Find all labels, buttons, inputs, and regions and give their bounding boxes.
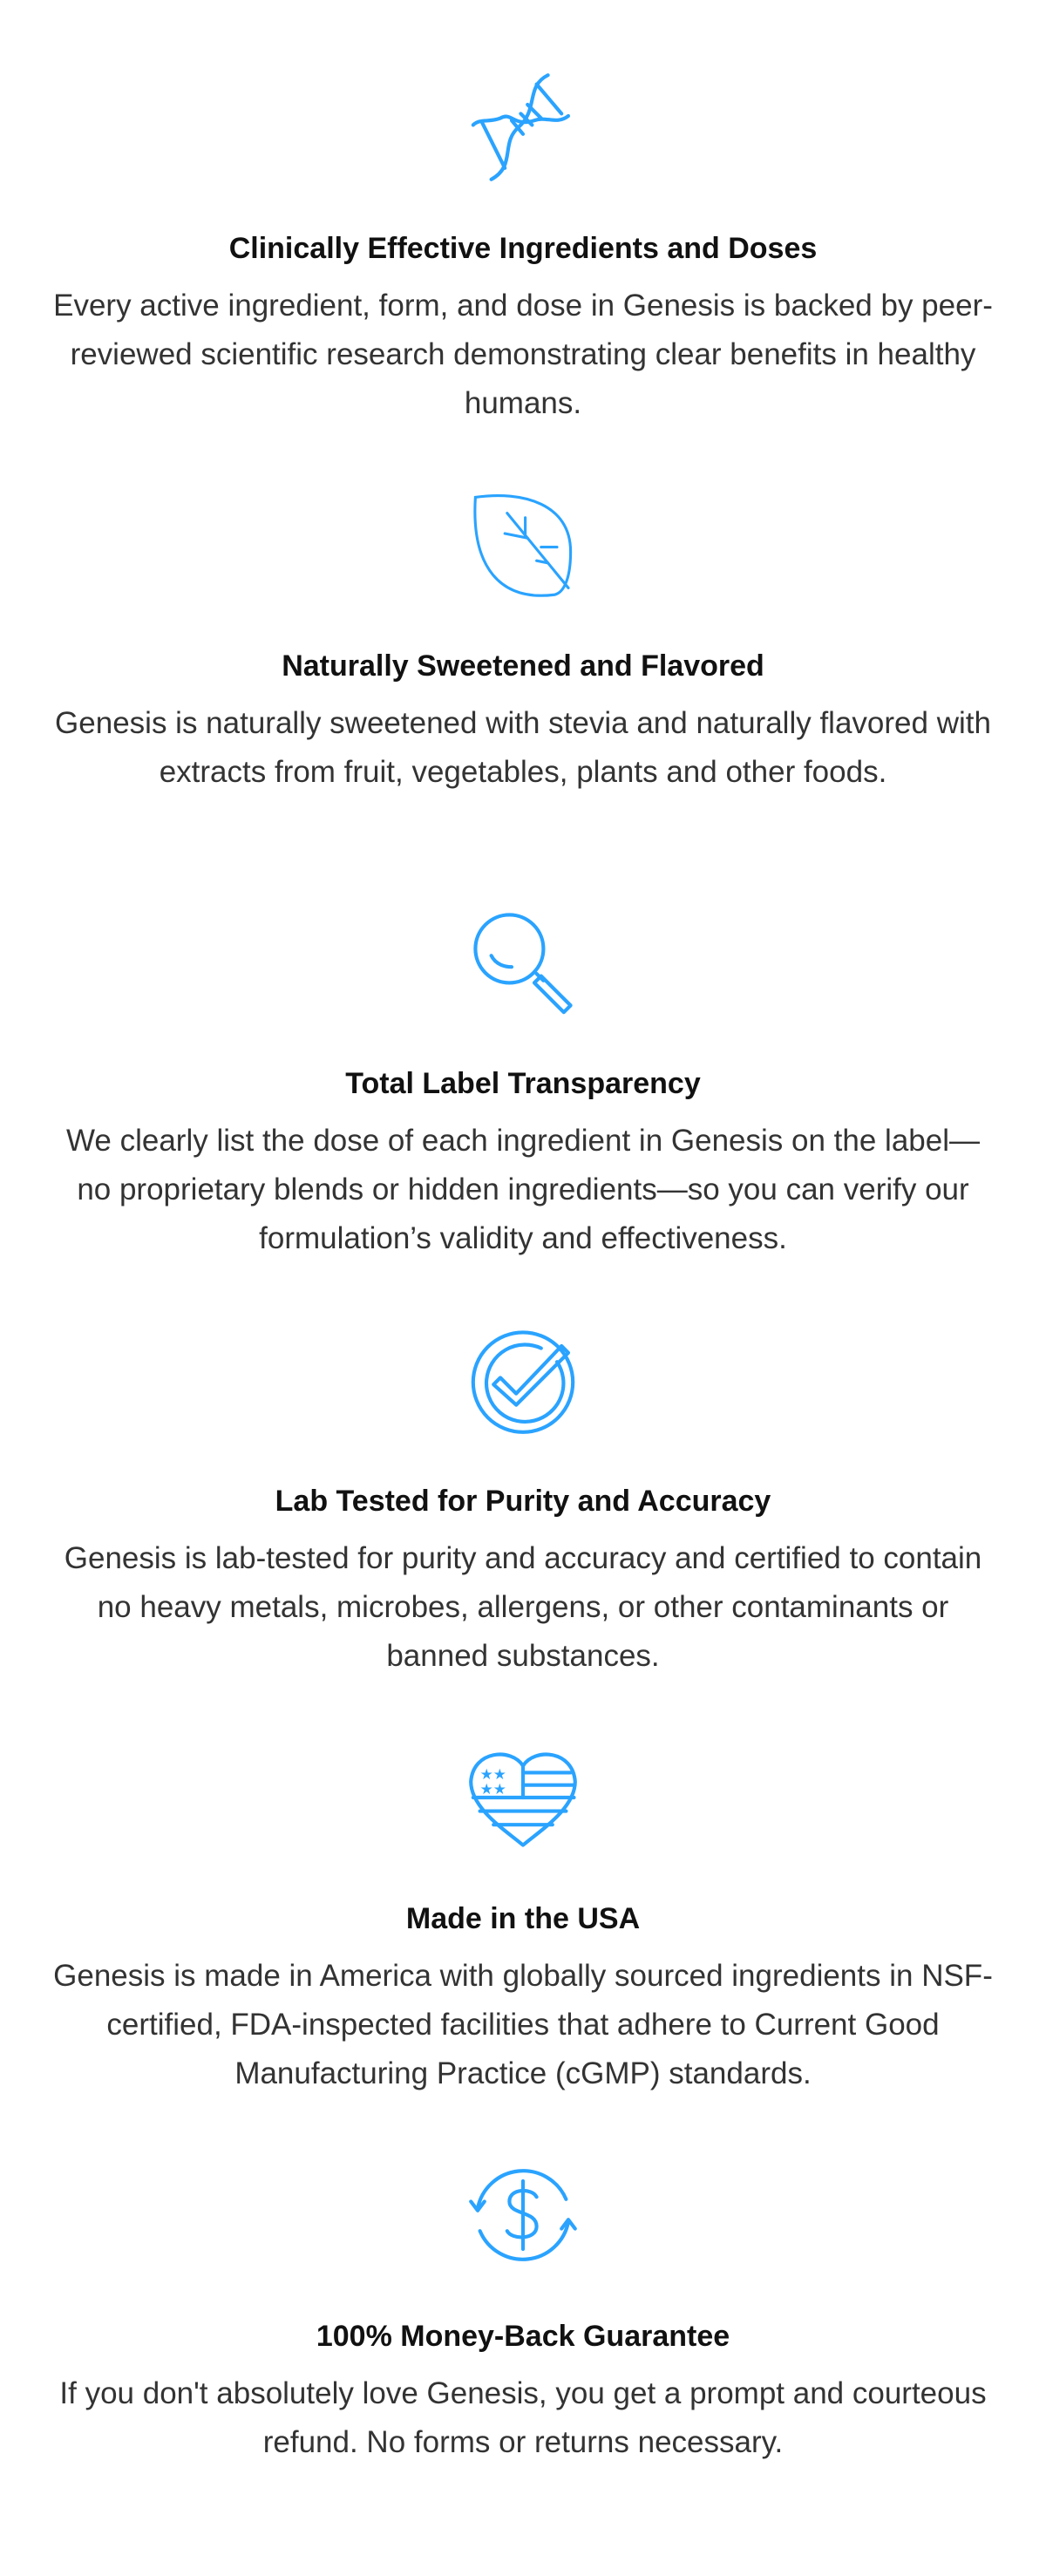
feature-made-in-usa bbox=[0, 1741, 1046, 2158]
feature-description: Genesis is lab-tested for purity and accuracy and certified to contain no heavy metals, microbes, allergens, or other contaminants or banned substances. bbox=[64, 1541, 982, 1673]
feature-description: If you don't absolutely love Genesis, you get a prompt and courteous refund. No forms or returns necessary. bbox=[59, 2376, 987, 2459]
money-back-icon bbox=[462, 2158, 584, 2272]
feature-description: Genesis is made in America with globally sourced ingredients in NSF-certified, FDA-inspected facilities that adhere to Current Good Manufacturing Practice (cGMP) standards. bbox=[53, 1959, 993, 2090]
leaf-icon bbox=[462, 488, 584, 602]
feature-description: Every active ingredient, form, and dose in Genesis is backed by peer-reviewed scientific research demonstrating clear benefits in healthy humans. bbox=[53, 289, 993, 420]
feature-clinically-effective bbox=[0, 71, 1046, 488]
feature-money-back bbox=[0, 2158, 1046, 2576]
usa-heart-icon bbox=[462, 1741, 584, 1854]
dna-icon bbox=[462, 71, 584, 184]
feature-title: Clinically Effective Ingredients and Doses bbox=[228, 232, 818, 265]
feature-lab-tested bbox=[0, 1323, 1046, 1741]
check-badge-icon bbox=[462, 1323, 584, 1437]
svg-text:★★: ★★ bbox=[479, 1766, 506, 1784]
feature-naturally-sweetened bbox=[0, 488, 1046, 906]
feature-title: Lab Tested for Purity and Accuracy bbox=[275, 1485, 771, 1518]
svg-text:★★: ★★ bbox=[479, 1781, 506, 1798]
feature-description: Genesis is naturally sweetened with stevia and naturally flavored with extracts from fruit, vegetables, plants and other foods. bbox=[55, 706, 991, 789]
feature-title: 100% Money-Back Guarantee bbox=[316, 2320, 730, 2353]
feature-title: Total Label Transparency bbox=[345, 1067, 701, 1100]
magnifying-glass-icon bbox=[462, 906, 584, 1019]
feature-label-transparency bbox=[0, 906, 1046, 1323]
feature-title: Made in the USA bbox=[405, 1902, 641, 1935]
feature-description: We clearly list the dose of each ingredient in Genesis on the label—no proprietary blends or hidden ingredients—so you can verify our formulation’s validity and effectiveness. bbox=[65, 1124, 980, 1255]
feature-title: Naturally Sweetened and Flavored bbox=[282, 649, 764, 683]
